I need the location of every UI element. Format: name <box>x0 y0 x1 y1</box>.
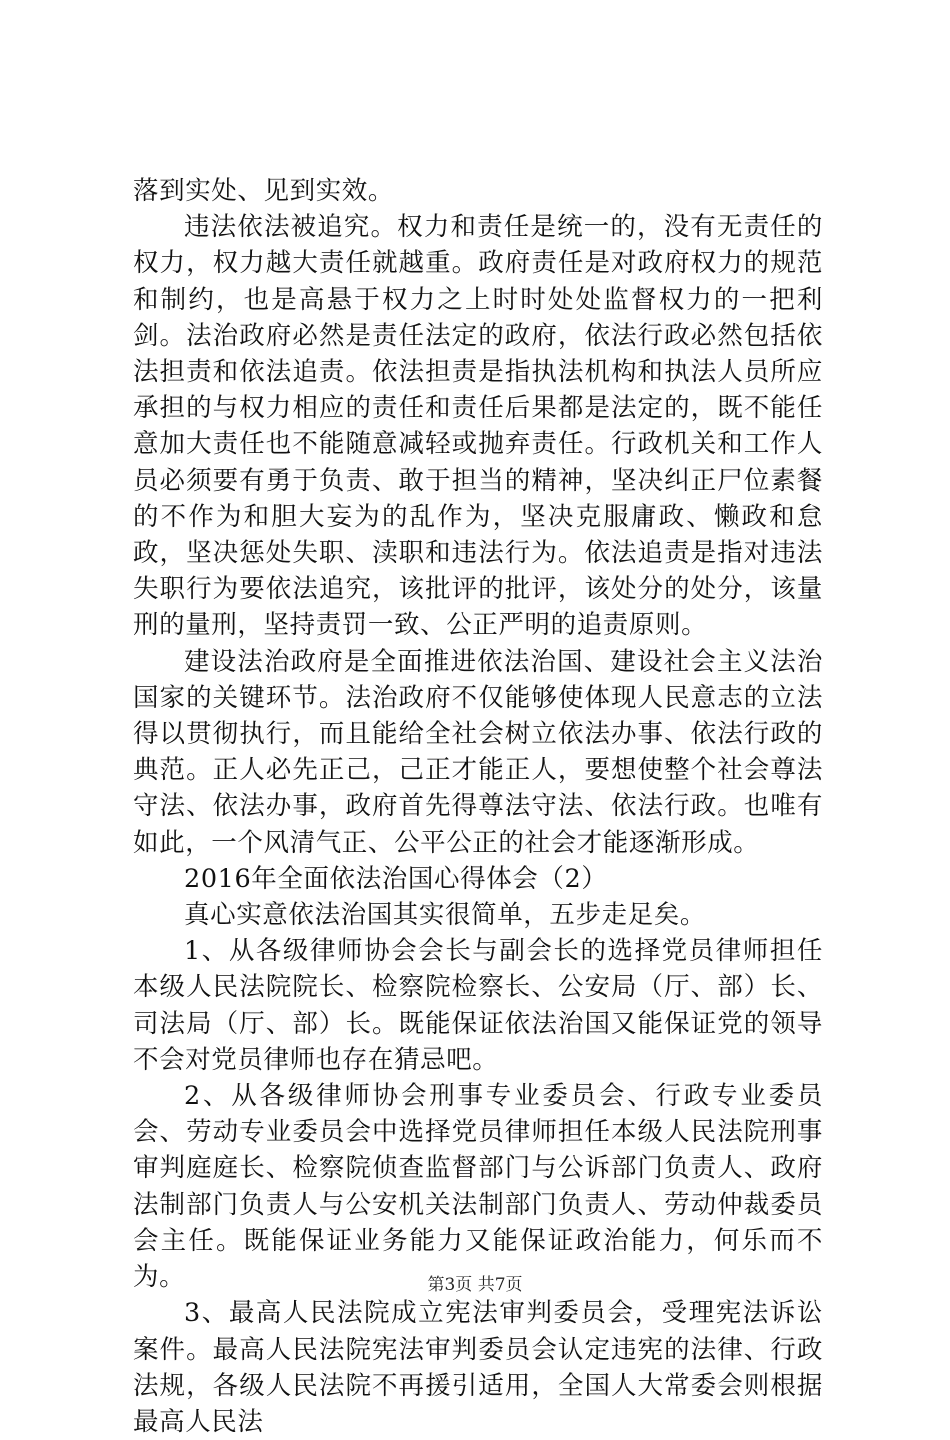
paragraph-continuation: 落到实处、见到实效。 <box>133 176 395 206</box>
paragraph-intro: 真心实意依法治国其实很简单，五步走足矣。 <box>184 900 707 931</box>
list-item-3: 3、最高人民法院成立宪法审判委员会，受理宪法诉讼案件。最高人民法院宪法审判委员会认定违宪的法律、行政法规，各级人民法院不再援引适用，全国人大常委会则根据最高人民法 <box>133 1298 823 1437</box>
list-item-1: 1、从各级律师协会会长与副会长的选择党员律师担任本级人民法院院长、检察院检察长、公安局（厅、部）长、司法局（厅、部）长。既能保证依法治国又能保证党的领导不会对党员律师也存在猜忌吧。 <box>133 936 823 1075</box>
document-body <box>133 173 823 1440</box>
page-number: 第3页 共7页 <box>427 1275 523 1295</box>
list-item-2: 2、从各级律师协会刑事专业委员会、行政专业委员会、劳动专业委员会中选择党员律师担任本级人民法院刑事审判庭庭长、检察院侦查监督部门与公诉部门负责人、政府法制部门负责人与公安机关法制部门负责人、劳动仲裁委员会主任。既能保证业务能力又能保证政治能力，何乐而不为。 <box>133 1081 823 1293</box>
paragraph-accountability: 违法依法被追究。权力和责任是统一的，没有无责任的权力，权力越大责任就越重。政府责任是对政府权力的规范和制约，也是高悬于权力之上时时处处监督权力的一把利剑。法治政府必然是责任法定的政府，依法行政必然包括依法担责和依法追责。依法担责是指执法机构和执法人员所应承担的与权力相应的责任和责任后果都是法定的，既不能任意加大责任也不能随意减轻或抛弃责任。行政机关和工作人员必须要有勇于负责、敢于担当的精神，坚决纠正尸位素餐的不作为和胆大妄为的乱作为，坚决克服庸政、懒政和怠政，坚决惩处失职、渎职和违法行为。依法追责是指对违法失职行为要依法追究，该批评的批评，该处分的处分，该量刑的量刑，坚持责罚一致、公正严明的追责原则。 <box>133 212 823 641</box>
section-heading: 2016年全面依法治国心得体会（2） <box>184 863 608 894</box>
paragraph-rule-of-law-government: 建设法治政府是全面推进依法治国、建设社会主义法治国家的关键环节。法治政府不仅能够使体现人民意志的立法得以贯彻执行，而且能给全社会树立依法办事、依法行政的典范。正人必先正己，己正才能正人，要想使整个社会尊法守法、依法办事，政府首先得尊法守法、依法行政。也唯有如此，一个风清气正、公平公正的社会才能逐渐形成。 <box>133 646 823 858</box>
